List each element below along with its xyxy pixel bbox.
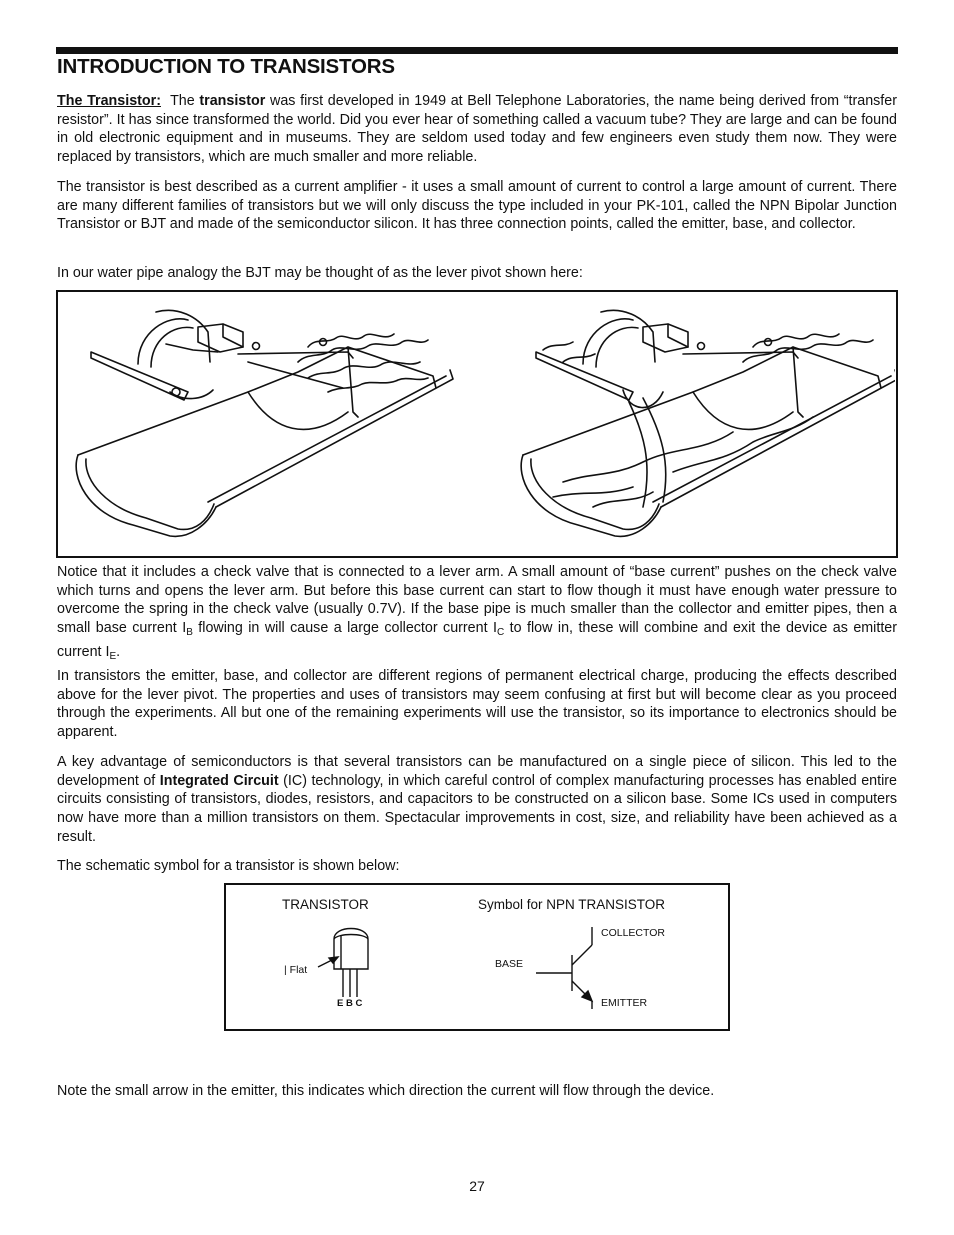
pins-label: E B C <box>337 998 363 1009</box>
to92-package-icon <box>318 929 368 998</box>
npn-symbol-label: Symbol for NPN TRANSISTOR <box>478 897 666 912</box>
intro-paragraph <box>57 92 897 167</box>
closed-valve-pipe <box>76 310 453 536</box>
check-valve-text-1: Notice that it includes a check valve that is connected to a lever arm. A small amount of “base current” pushes on the check valve which turns and opens the lever arm. But before this base current can start to flow though it must have enough water pressure to overcome the spring in the check valve (usually 0.7V). If the base pipe is much smaller than the collector and emitter pipes, then a small base current I <box>57 564 897 637</box>
flat-label: | Flat <box>284 964 308 976</box>
subscript-c: C <box>496 627 505 639</box>
check-valve-text-2: flowing in will cause a large collector current I <box>192 620 497 637</box>
open-valve-pipe <box>521 310 895 536</box>
transistor-label: TRANSISTOR <box>282 897 369 912</box>
paragraph-emitter-arrow: Note the small arrow in the emitter, this indicates which direction the current will flow through the device. <box>57 1083 715 1099</box>
check-valve-text-4: . <box>116 643 121 660</box>
intro-heading: The Transistor: <box>57 93 161 109</box>
paragraph-water-analogy: In our water pipe analogy the BJT may be thought of as the lever pivot shown here: <box>57 265 583 281</box>
collector-label: COLLECTOR <box>601 927 665 939</box>
paragraph-schematic-intro: The schematic symbol for a transistor is shown below: <box>57 858 400 874</box>
top-rule <box>56 47 898 54</box>
water-pipe-analogy-figure <box>56 290 898 558</box>
paragraph-current-amplifier: The transistor is best described as a current amplifier - it uses a small amount of current to control a large amount of current. There are many different families of transistors but we will only discuss the type included in your PK-101, called the NPN Bipolar Junction Transistor or BJT and made of the semiconductor silicon. It has three connection points, called the emitter, base, and collector. <box>57 179 897 233</box>
ic-text-2: (IC) technology, in which careful control of complex manufacturing processes has enabled entire circuits consisting of transistors, diodes, resistors, and capacitors to be constructed on a silicon base. Some ICs used in computers now have more than a million transistors on them. Spectacular improvements in cost, size, and reliability have been achieved as a result. <box>57 772 897 845</box>
ic-bold: Integrated Circuit <box>159 772 279 789</box>
page-title: INTRODUCTION TO TRANSISTORS <box>57 55 395 78</box>
subscript-b: B <box>186 627 193 639</box>
check-valve-text-3: to flow in, these will combine and exit the device as emitter current I <box>57 620 898 660</box>
transistor-drawings <box>226 885 727 1028</box>
paragraph-check-valve <box>57 563 897 667</box>
paragraph-integrated-circuit <box>57 753 897 847</box>
ic-text-1: A key advantage of semiconductors is that several transistors can be manufactured on a single piece of silicon. This led to the development of <box>57 754 897 789</box>
intro-bold-word: transistor <box>199 93 266 109</box>
intro-lead: The <box>170 93 195 109</box>
transistor-symbol-figure <box>224 883 730 1031</box>
emitter-label: EMITTER <box>601 997 648 1009</box>
base-label: BASE <box>495 958 524 970</box>
intro-text: was first developed in 1949 at Bell Telephone Laboratories, the name being derived from “transfer resistor”. It has since transformed the world. Did you ever hear of something called a vacuum tube? They are large and can be found in old electronic equipment and in museums. They are seldom used today and few engineers even study them now. They were replaced by transistors, which are much smaller and more reliable. <box>57 93 897 166</box>
paragraph-regions: In transistors the emitter, base, and collector are different regions of permanent electrical charge, producing the effects described above for the lever pivot. The properties and uses of transistors may seem confusing at first but will become clear as you proceed through the experiments. All but one of the remaining experiments will use the transistor, so its importance to electronics should be apparent. <box>57 668 897 741</box>
subscript-e: E <box>109 650 117 662</box>
water-pipe-illustration <box>58 292 895 555</box>
page-number: 27 <box>469 1178 485 1194</box>
